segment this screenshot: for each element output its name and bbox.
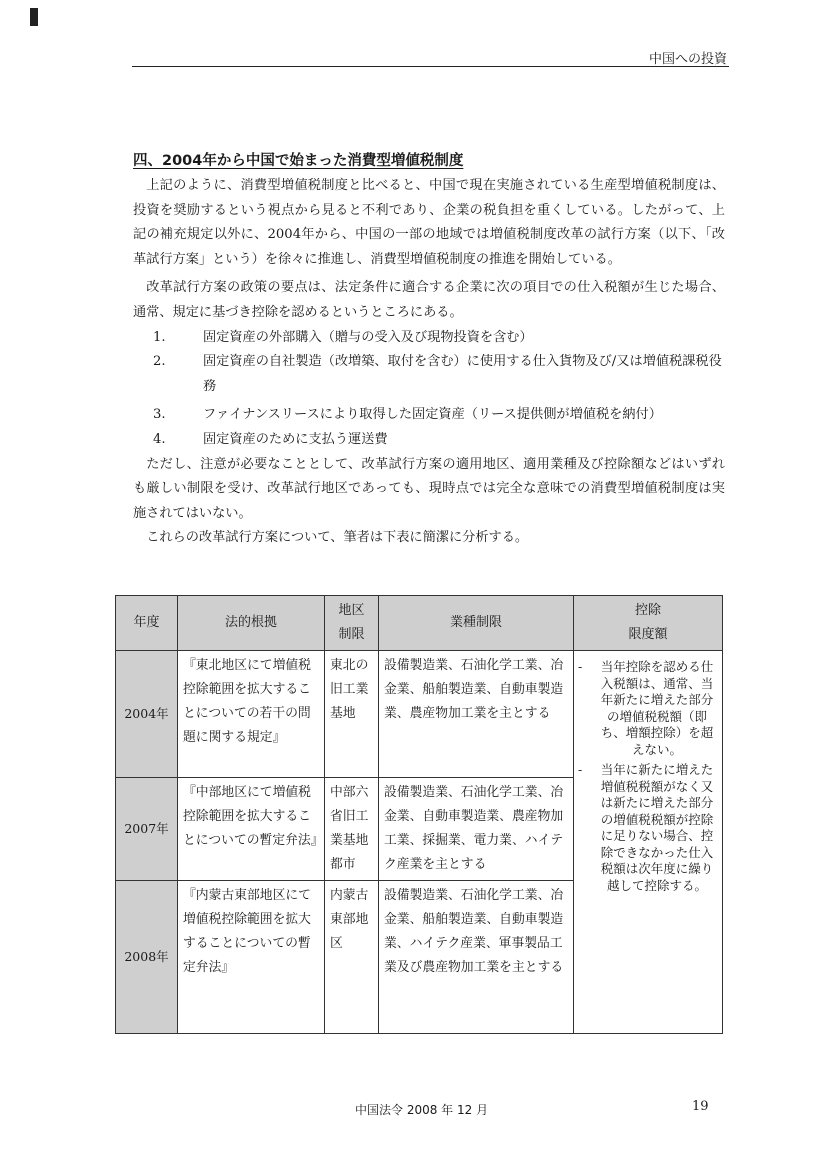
body-text (133, 174, 725, 551)
list-item-text: 固定資産の自社製造（改増築、取付を含む）に使用する仕入貨物及び/又は増値税課税役務 (203, 354, 722, 394)
cell-industry: 設備製造業、石油化学工業、冶金業、船舶製造業、自動車製造業、農産物加工業を主とする (379, 651, 574, 778)
cell-region: 東北の旧工業基地 (325, 651, 379, 778)
running-head: 中国への投資 (648, 52, 727, 67)
list-item-text: ファイナンスリースにより取得した固定資産（リース提供側が増値税を納付） (203, 407, 662, 423)
limit-item-dash: - (578, 659, 583, 674)
cell-region: 内蒙古東部地区 (325, 881, 379, 1034)
paragraph: ただし、注意が必要なこととして、改革試行方案の適用地区、適用業種及び控除額などはいずれも厳しい制限を受け、改革試行地区であっても、現時点では完全な意味での消費型増値税制度は実施されてはいない。 (133, 456, 725, 521)
scan-corner-mark (30, 8, 38, 26)
list-item-number: 2. (153, 354, 166, 370)
limit-item-text: 当年に新たに増えた増値税税額がなく又は新たに増えた部分の増値税税額が控除に足りない場合、控除できなかった仕入税額は次年度に繰り越して控除する。 (600, 762, 714, 893)
header-region (325, 596, 379, 651)
list-item-number: 1. (153, 329, 166, 345)
header-limit-line1: 控除 (634, 603, 661, 618)
list-item-text: 固定資産の外部購入（贈与の受入及び現物投資を含む） (203, 329, 533, 345)
limit-item (578, 762, 718, 894)
cell-year: 2007年 (116, 778, 178, 881)
list-item (133, 403, 725, 428)
list-item-number: 3. (153, 407, 166, 423)
cell-deduction-limit (574, 651, 723, 1034)
header-region-line1: 地区 (338, 603, 365, 618)
header-limit (574, 596, 723, 651)
paragraph: 改革試行方案の政策の要点は、法定条件に適合する企業に次の項目での仕入税額が生じた場合、通常、規定に基づき控除を認めるというところにある。 (133, 280, 725, 320)
cell-legal-basis: 『中部地区にて増値税控除範囲を拡大することについての暫定弁法』 (178, 778, 325, 881)
paragraph: 上記のように、消費型増値税制度と比べると、中国で現在実施されている生産型増値税制度は、投資を奨励するという視点から見ると不利であり、企業の税負担を重くしている。したがって、上記の補充規定以外に、2004年から、中国の一部の地域では増値税制度改革の試行方案（以下、「改革試行方案」という）を徐々に推進し、消費型増値税制度の推進を開始している。 (133, 178, 725, 267)
cell-year: 2008年 (116, 881, 178, 1034)
list-item (133, 350, 725, 399)
limit-item-text: 当年控除を認める仕入税額は、通常、当年新たに増えた部分の増値税税額（即ち、増額控除）を超えない。 (600, 659, 714, 757)
deduction-item-list (133, 326, 725, 453)
page-number: 19 (692, 1099, 709, 1114)
cell-year: 2004年 (116, 651, 178, 778)
cell-industry: 設備製造業、石油化学工業、冶金業、自動車製造業、農産物加工業、採掘業、電力業、ハイテク産業を主とする (379, 778, 574, 881)
list-item (133, 326, 725, 351)
header-rule (132, 66, 729, 67)
section-title: 四、2004年から中国で始まった消費型増値税制度 (133, 153, 464, 169)
header-region-line2: 制限 (338, 627, 365, 642)
limit-item (578, 659, 718, 758)
cell-legal-basis: 『東北地区にて増値税控除範囲を拡大することについての若干の問題に関する規定』 (178, 651, 325, 778)
table-row (116, 651, 723, 778)
list-item (133, 428, 725, 453)
paragraph: これらの改革試行方案について、筆者は下表に簡潔に分析する。 (146, 530, 529, 546)
table-header-row (116, 596, 723, 651)
list-item-number: 4. (153, 431, 166, 447)
list-item-text: 固定資産のために支払う運送費 (203, 431, 388, 447)
limit-item-dash: - (578, 762, 583, 777)
header-limit-line2: 限度額 (628, 627, 668, 642)
header-legal-basis: 法的根拠 (178, 596, 325, 651)
header-industry: 業種制限 (379, 596, 574, 651)
reform-trial-table (115, 595, 723, 1034)
cell-legal-basis: 『内蒙古東部地区にて増値税控除範囲を拡大することについての暫定弁法』 (178, 881, 325, 1034)
footer-journal: 中国法令 2008 年 12 月 (355, 1103, 489, 1117)
cell-industry: 設備製造業、石油化学工業、冶金業、船舶製造業、自動車製造業、ハイテク産業、軍事製品工業及び農産物加工業を主とする (379, 881, 574, 1034)
header-year: 年度 (116, 596, 178, 651)
cell-region: 中部六省旧工業基地都市 (325, 778, 379, 881)
